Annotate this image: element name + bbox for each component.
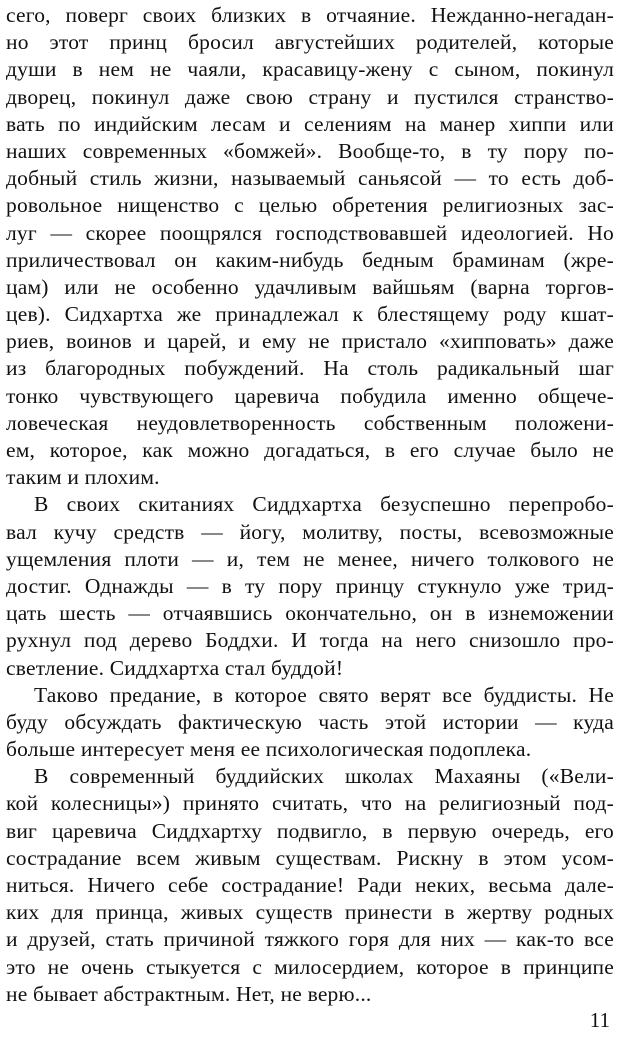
paragraph-first-line: В современный буддийских школах Махаяны («Вели- (34, 764, 614, 789)
text-line: достиг. Однажды — в ту пору принцу стукнуло уже трид- (6, 573, 614, 598)
text-line: вал кучу средств — йогу, молитву, посты, всевозможные (6, 519, 614, 544)
text-line: наших современных «бомжей». Вообще-то, в ту пору по- (6, 138, 614, 163)
page-number: 11 (589, 1008, 610, 1032)
text-line: ем, которое, как можно догадаться, в его случае было не (6, 438, 614, 462)
text-line: вать по индийским лесам и селениям на манер хиппи или (6, 111, 614, 136)
text-line: таким и плохим. (6, 465, 160, 490)
text-line: не бывает абстрактным. Нет, не верю... (6, 981, 372, 1006)
text-line: но этот принц бросил августейших родителей, которые (6, 30, 614, 55)
text-line: души в нем не чаяли, красавицу-жену с сыном, покинул (6, 57, 614, 82)
text-line: буду обсуждать фактическую часть этой истории — куда (6, 709, 614, 734)
text-line: рухнул под дерево Боддхи. И тогда на него снизошло про- (6, 628, 614, 653)
text-line: виг царевича Сиддхартху подвигло, в первую очередь, его (6, 818, 614, 843)
text-line: больше интересует меня ее психологическая подоплека. (6, 737, 532, 762)
text-line: ровольное нищенство с целью обретения религиозных зас- (6, 193, 614, 218)
text-line: ловеческая неудовлетворенность собственным положени- (6, 410, 614, 435)
text-line: это не очень стыкуется с милосердием, которое в принципе (6, 954, 614, 979)
text-line: сего, поверг своих близких в отчаяние. Нежданно-негадан- (6, 3, 614, 27)
text-line: риев, воинов и царей, и ему не пристало «хипповать» даже (6, 329, 614, 354)
text-line: луг — скорее поощрялся господствовавшей идеологией. Но (6, 220, 614, 245)
body-text (6, 2, 614, 1008)
text-line: добный стиль жизни, называемый саньясой — то есть доб- (6, 166, 614, 191)
text-line: светление. Сиддхартха стал буддой! (6, 655, 344, 680)
text-line: приличествовал он каким-нибудь бедным браминам (жре- (6, 247, 614, 272)
text-line: сострадание всем живым существам. Рискну в этом усом- (6, 845, 614, 870)
text-line: кой колесницы») принято считать, что на религиозный под- (6, 791, 614, 816)
text-line: из благородных побуждений. На столь радикальный шаг (6, 356, 614, 381)
paragraph-first-line: Таково предание, в которое свято верят все буддисты. Не (34, 682, 614, 707)
text-line: и друзей, стать причиной тяжкого горя для них — как-то все (6, 927, 614, 952)
text-line: цам) или не особенно удачливым вайшьям (варна торгов- (6, 274, 614, 299)
text-line: ущемления плоти — и, тем не менее, ничего толкового не (6, 546, 614, 571)
paragraph-first-line: В своих скитаниях Сиддхартха безуспешно перепробо- (34, 492, 614, 517)
text-line: дворец, покинул даже свою страну и пустился странство- (6, 84, 614, 109)
text-line: ких для принца, живых существ принести в жертву родных (6, 900, 614, 925)
text-line: тонко чувствующего царевича побудила именно общече- (6, 383, 614, 408)
text-line: цать шесть — отчаявшись окончательно, он в изнеможении (6, 601, 614, 626)
text-line: цев). Сидхартха же принадлежал к блестящему роду кшат- (6, 302, 614, 327)
text-line: ниться. Ничего себе сострадание! Ради неких, весьма дале- (6, 873, 614, 897)
